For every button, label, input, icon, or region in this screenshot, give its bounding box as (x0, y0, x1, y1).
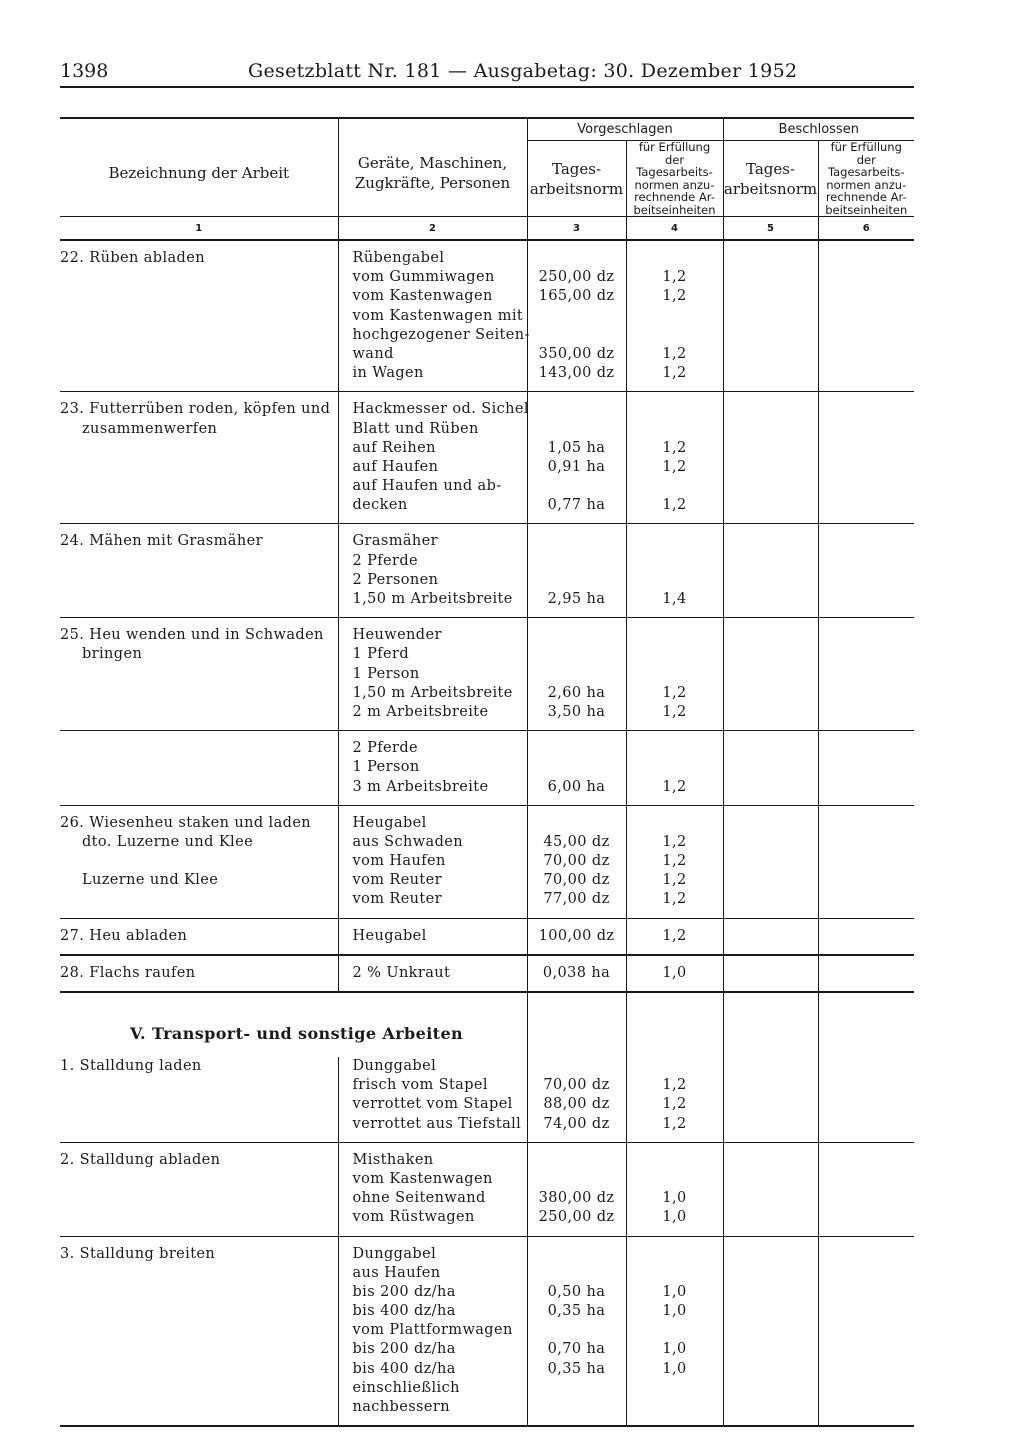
units-cell (626, 618, 723, 731)
units-value: 1,4 (662, 591, 687, 607)
norm-value: 250,00 dz (538, 1209, 615, 1226)
table-row (60, 240, 914, 392)
units-value: 1,2 (662, 458, 687, 475)
units-cell (626, 1236, 723, 1426)
units-line3: Tagesarbeits- (827, 165, 905, 179)
units-cell (626, 805, 723, 918)
tools-line: bis 400 dz/ha (352, 1360, 456, 1377)
norm-value: 1,05 ha (547, 439, 606, 456)
norm-value (528, 532, 626, 551)
norm-value (528, 326, 626, 345)
units-line5: rechnende Ar- (825, 190, 907, 204)
work-line: 23. Futterrüben roden, köpfen und (60, 401, 331, 418)
norm-value: 70,00 dz (543, 853, 610, 870)
table-row (60, 918, 914, 955)
decided-norm-cell (723, 524, 818, 618)
units-value (627, 477, 723, 496)
work-cell (60, 805, 338, 918)
work-line: 24. Mähen mit Grasmäher (60, 533, 263, 550)
table-row (60, 1236, 914, 1426)
tools-line: Misthaken (352, 1151, 434, 1168)
work-line: 28. Flachs raufen (60, 964, 196, 981)
norm-value: 380,00 dz (538, 1190, 615, 1207)
tools-line: Dunggabel (352, 1245, 437, 1262)
units-value (627, 645, 723, 664)
tools-cell (338, 1142, 527, 1236)
units-value (627, 552, 723, 571)
daily-norm-cell (527, 731, 626, 806)
work-cell (60, 392, 338, 524)
decided-norm-cell (723, 240, 818, 392)
tools-line: 1 Pferd (352, 646, 410, 663)
table-row (60, 524, 914, 618)
norm-value: 0,35 ha (547, 1303, 606, 1320)
empty-cell (626, 992, 723, 1057)
tools-line: decken (352, 497, 408, 514)
work-line: 2. Stalldung abladen (60, 1151, 221, 1168)
tools-line: vom Reuter (352, 872, 442, 889)
norm-value: 3,50 ha (547, 703, 606, 720)
units-value (627, 1057, 723, 1076)
col-header-units-proposed (626, 141, 723, 217)
norm-value: 143,00 dz (538, 365, 615, 382)
decided-norm-cell (723, 618, 818, 731)
norm-value (528, 249, 626, 268)
tools-line: in Wagen (352, 365, 424, 382)
norm-value (528, 552, 626, 571)
tools-line: Dunggabel (352, 1058, 437, 1074)
units-cell (626, 955, 723, 992)
page-number: 1398 (60, 60, 109, 82)
tools-line: Heugabel (352, 814, 427, 831)
tools-cell (338, 805, 527, 918)
col-number: 1 (60, 217, 338, 241)
units-value (627, 814, 723, 833)
table-row (60, 1142, 914, 1236)
tools-cell (338, 731, 527, 806)
decided-units-cell (818, 1236, 914, 1426)
work-line: 1. Stalldung laden (60, 1058, 202, 1074)
units-cell (626, 1142, 723, 1236)
units-value (627, 1398, 723, 1417)
norm-value (528, 1379, 626, 1398)
units-value (627, 1264, 723, 1283)
units-value: 1,2 (662, 778, 687, 795)
tools-line: 2 Pferde (352, 552, 419, 569)
tools-line: vom Gummiwagen (352, 269, 495, 286)
tools-line: bis 200 dz/ha (352, 1341, 456, 1358)
units-cell (626, 392, 723, 524)
units-value: 1,0 (662, 1283, 687, 1300)
units-value (627, 249, 723, 268)
daily-norm-line2: arbeitsnorm (529, 179, 624, 198)
norm-value (528, 400, 626, 419)
norm-value (528, 758, 626, 777)
col-number: 6 (818, 217, 914, 241)
norm-value: 77,00 dz (543, 891, 610, 908)
work-line: 27. Heu abladen (60, 927, 188, 944)
norm-value: 70,00 dz (543, 872, 610, 889)
daily-norm-cell (527, 1057, 626, 1142)
work-line: zusammenwerfen (82, 420, 218, 437)
decided-units-cell (818, 1057, 914, 1142)
decided-norm-cell (723, 918, 818, 955)
norm-value (528, 645, 626, 664)
daily-norm-cell (527, 955, 626, 992)
decided-norm-cell (723, 1236, 818, 1426)
norm-value: 350,00 dz (538, 345, 615, 362)
units-value: 1,0 (662, 964, 687, 981)
units-line2: der (664, 152, 685, 167)
tools-cell (338, 524, 527, 618)
units-value: 1,2 (662, 497, 687, 514)
norm-value: 0,35 ha (547, 1360, 606, 1377)
work-line (60, 852, 338, 871)
decided-norm-cell (723, 731, 818, 806)
work-cell (60, 524, 338, 618)
units-value (627, 739, 723, 758)
header-rule (60, 86, 914, 88)
norm-value: 2,95 ha (547, 591, 606, 607)
tools-line: bis 200 dz/ha (352, 1283, 456, 1300)
work-line: 3. Stalldung breiten (60, 1245, 216, 1262)
units-value: 1,0 (662, 1303, 687, 1320)
norm-value: 0,038 ha (542, 964, 611, 981)
units-line2: der (856, 152, 876, 167)
table-row (60, 955, 914, 992)
table-row (60, 392, 914, 524)
units-value (627, 626, 723, 645)
tools-line: Grasmäher (352, 533, 438, 550)
norm-value: 0,77 ha (547, 497, 606, 514)
col-header-daily-norm-decided (723, 141, 818, 217)
work-cell (60, 1142, 338, 1236)
tools-line: 1 Person (352, 759, 420, 776)
daily-norm-cell (527, 805, 626, 918)
norm-value (528, 665, 626, 684)
work-line: 25. Heu wenden und in Schwaden (60, 627, 324, 644)
units-value (627, 665, 723, 684)
daily-norm-line1: Tages- (745, 159, 796, 178)
units-line3: Tagesarbeits- (636, 165, 713, 179)
tools-line: 1,50 m Arbeitsbreite (352, 684, 513, 701)
decided-norm-cell (723, 1142, 818, 1236)
tools-cell (338, 392, 527, 524)
work-cell (60, 618, 338, 731)
norm-value (528, 571, 626, 590)
col-number: 2 (338, 217, 527, 241)
norm-value (528, 814, 626, 833)
tools-line: 3 m Arbeitsbreite (352, 778, 489, 795)
norm-value (528, 1398, 626, 1417)
tools-line: Heuwender (352, 627, 442, 644)
tools-line: vom Rüstwagen (352, 1209, 475, 1226)
tools-line: 2 m Arbeitsbreite (352, 703, 489, 720)
tools-line: auf Haufen und ab- (352, 478, 502, 495)
daily-norm-cell (527, 524, 626, 618)
work-line: 26. Wiesenheu staken und laden (60, 814, 312, 831)
decided-units-cell (818, 1142, 914, 1236)
table-row (60, 1057, 914, 1142)
work-line: dto. Luzerne und Klee (82, 833, 254, 850)
work-cell (60, 955, 338, 992)
norm-value: 74,00 dz (543, 1115, 610, 1132)
norm-value: 0,91 ha (547, 458, 606, 475)
tools-line: 2 Personen (352, 571, 439, 588)
units-value: 1,2 (662, 288, 687, 305)
norm-value (528, 1057, 626, 1076)
units-value: 1,2 (662, 365, 687, 382)
table-row (60, 731, 914, 806)
norm-value (528, 1245, 626, 1264)
section-cell (60, 992, 527, 1057)
units-cell (626, 240, 723, 392)
tools-line: 1,50 m Arbeitsbreite (352, 591, 513, 607)
units-value (627, 532, 723, 551)
daily-norm-cell (527, 918, 626, 955)
tools-line: vom Reuter (352, 891, 442, 908)
work-cell (60, 1236, 338, 1426)
table-row (60, 805, 914, 918)
tools-cell (338, 918, 527, 955)
tools-line: 2 Pferde (352, 740, 419, 757)
empty-cell (723, 992, 818, 1057)
norm-value (528, 739, 626, 758)
units-value (627, 1245, 723, 1264)
units-line6: beitseinheiten (825, 202, 908, 217)
tools-line: vom Haufen (352, 853, 446, 870)
tools-line: 1 Person (352, 665, 420, 682)
work-norm-table (60, 117, 914, 1427)
norm-value (528, 1264, 626, 1283)
units-cell (626, 524, 723, 618)
tools-line: Blatt und Rüben (352, 420, 479, 437)
daily-norm-cell (527, 618, 626, 731)
decided-units-cell (818, 392, 914, 524)
tools-cell (338, 1057, 527, 1142)
tools-line: aus Schwaden (352, 833, 463, 850)
tools-line: vom Kastenwagen mit (352, 307, 524, 324)
units-line6: beitseinheiten (633, 202, 716, 217)
units-value (627, 326, 723, 345)
daily-norm-cell (527, 1236, 626, 1426)
units-value: 1,2 (662, 853, 687, 870)
work-cell (60, 240, 338, 392)
decided-units-cell (818, 524, 914, 618)
units-value (627, 420, 723, 439)
table-body (60, 240, 914, 1426)
units-value: 1,2 (662, 927, 687, 944)
work-line: bringen (82, 646, 143, 663)
norm-value: 250,00 dz (538, 269, 615, 286)
norm-value: 0,70 ha (547, 1341, 606, 1358)
decided-norm-cell (723, 805, 818, 918)
col-header-work (60, 118, 338, 217)
daily-norm-cell (527, 392, 626, 524)
norm-value: 0,50 ha (547, 1283, 606, 1300)
norm-value: 6,00 ha (547, 778, 606, 795)
col-number: 3 (527, 217, 626, 241)
norm-value: 100,00 dz (538, 927, 615, 944)
units-cell (626, 731, 723, 806)
daily-norm-cell (527, 240, 626, 392)
gazette-title: Gesetzblatt Nr. 181 — Ausgabetag: 30. Dezember 1952 (248, 60, 798, 82)
decided-norm-cell (723, 1057, 818, 1142)
col-header-tools (338, 118, 527, 217)
daily-norm-line2: arbeitsnorm (723, 179, 818, 198)
units-line4: normen anzu- (826, 177, 907, 192)
work-line: 22. Rüben abladen (60, 250, 205, 266)
tools-line: verrottet aus Tiefstall (352, 1115, 522, 1132)
units-value (627, 1321, 723, 1340)
units-value: 1,2 (662, 891, 687, 908)
units-line1: für Erfüllung (830, 140, 902, 154)
norm-value (528, 1321, 626, 1340)
norm-value (528, 626, 626, 645)
units-value (627, 1170, 723, 1189)
decided-units-cell (818, 805, 914, 918)
tools-cell (338, 955, 527, 992)
tools-line: aus Haufen (352, 1264, 441, 1281)
work-line: Luzerne und Klee (82, 872, 219, 889)
norm-value (528, 1170, 626, 1189)
tools-line: ohne Seitenwand (352, 1190, 486, 1207)
units-value: 1,2 (662, 684, 687, 701)
units-line4: normen anzu- (634, 177, 715, 192)
tools-cell (338, 618, 527, 731)
norm-value (528, 307, 626, 326)
daily-norm-cell (527, 1142, 626, 1236)
decided-norm-cell (723, 392, 818, 524)
tools-line: vom Kastenwagen (352, 288, 493, 305)
group-header-proposed: Vorgeschlagen (527, 118, 723, 141)
units-value: 1,2 (662, 345, 687, 362)
decided-units-cell (818, 618, 914, 731)
units-value (627, 307, 723, 326)
units-value: 1,2 (662, 833, 687, 850)
norm-value (528, 420, 626, 439)
empty-cell (818, 992, 914, 1057)
decided-units-cell (818, 240, 914, 392)
norm-value (528, 477, 626, 496)
units-line1: für Erfüllung (638, 140, 711, 154)
tools-line: frisch vom Stapel (352, 1077, 488, 1094)
norm-value: 165,00 dz (538, 288, 615, 305)
units-value (627, 400, 723, 419)
units-value: 1,0 (662, 1209, 687, 1226)
tools-line: auf Haufen (352, 458, 439, 475)
norm-value (528, 1151, 626, 1170)
col-header-work-label: Bezeichnung der Arbeit (108, 163, 290, 182)
decided-norm-cell (723, 955, 818, 992)
decided-units-cell (818, 918, 914, 955)
units-value (627, 1379, 723, 1398)
col-header-units-decided (818, 141, 914, 217)
units-cell (626, 918, 723, 955)
norm-value: 45,00 dz (543, 833, 610, 850)
col-header-tools-line2: Zugkräfte, Personen (354, 173, 511, 192)
decided-units-cell (818, 955, 914, 992)
tools-line: einschließlich (352, 1379, 460, 1396)
tools-line: bis 400 dz/ha (352, 1303, 456, 1320)
units-value: 1,2 (662, 1077, 687, 1094)
decided-units-cell (818, 731, 914, 806)
units-value: 1,0 (662, 1360, 687, 1377)
units-value: 1,2 (662, 1096, 687, 1113)
tools-line: nachbessern (352, 1399, 450, 1415)
tools-line: auf Reihen (352, 439, 436, 456)
units-value: 1,0 (662, 1190, 687, 1207)
norm-value: 70,00 dz (543, 1077, 610, 1094)
daily-norm-line1: Tages- (551, 159, 602, 178)
units-cell (626, 1057, 723, 1142)
units-value: 1,2 (662, 872, 687, 889)
section-title: V. Transport- und sonstige Arbeiten (130, 1024, 464, 1043)
units-value: 1,0 (662, 1341, 687, 1358)
tools-cell (338, 240, 530, 392)
tools-line: Rübengabel (352, 250, 445, 266)
work-cell (60, 1057, 338, 1142)
norm-value: 2,60 ha (547, 684, 606, 701)
units-value (627, 571, 723, 590)
units-value: 1,2 (662, 269, 687, 286)
work-cell (60, 731, 338, 806)
col-number: 5 (723, 217, 818, 241)
col-header-daily-norm-proposed (527, 141, 626, 217)
group-header-decided: Beschlossen (723, 118, 914, 141)
tools-line: 2 % Unkraut (352, 964, 451, 981)
col-number: 4 (626, 217, 723, 241)
col-header-tools-line1: Geräte, Maschinen, (357, 153, 508, 172)
units-line5: rechnende Ar- (634, 190, 715, 204)
units-value: 1,2 (662, 703, 687, 720)
tools-line: vom Kastenwagen (352, 1170, 493, 1187)
units-value: 1,2 (662, 439, 687, 456)
table-row (60, 618, 914, 731)
tools-line: verrottet vom Stapel (352, 1096, 513, 1113)
units-value (627, 758, 723, 777)
tools-line: wand (352, 345, 394, 362)
tools-line: Heugabel (352, 927, 427, 944)
work-cell (60, 918, 338, 955)
tools-line: vom Plattformwagen (352, 1322, 513, 1339)
norm-value: 88,00 dz (543, 1096, 610, 1113)
tools-line: Hackmesser od. Sichel (352, 401, 529, 418)
tools-line: hochgezogener Seiten- (352, 326, 530, 343)
tools-cell (338, 1236, 527, 1426)
units-value: 1,2 (662, 1115, 687, 1132)
section-row (60, 992, 914, 1057)
empty-cell (527, 992, 626, 1057)
units-value (627, 1151, 723, 1170)
